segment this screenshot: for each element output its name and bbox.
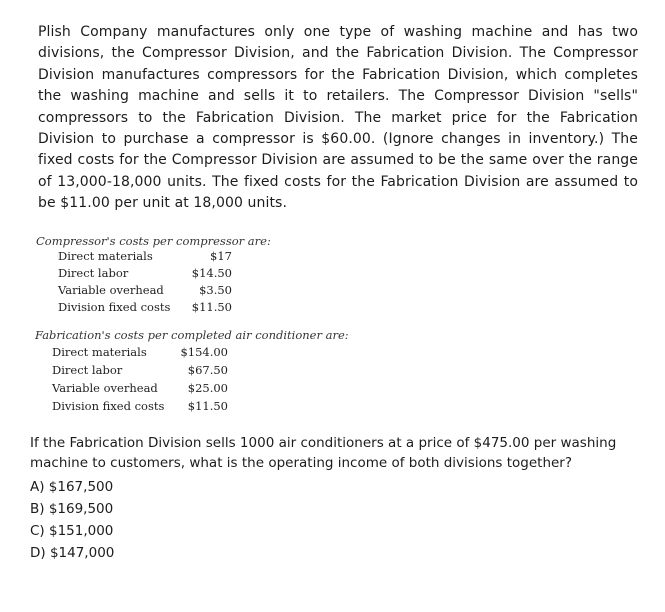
fabrication-cost-row	[52, 363, 228, 379]
fabrication-costs-heading: Fabrication's costs per completed air conditioner are:	[35, 328, 349, 342]
cost-label: Division fixed costs	[52, 399, 165, 413]
cost-label: Direct materials	[58, 249, 153, 263]
answer-option-c[interactable]: C) $151,000	[30, 523, 114, 539]
compressor-cost-row	[58, 266, 232, 282]
cost-value: $3.50	[199, 283, 232, 297]
cost-value: $11.50	[187, 399, 228, 413]
compressor-cost-row	[58, 249, 232, 265]
cost-value: $11.50	[191, 300, 232, 314]
answer-option-a[interactable]: A) $167,500	[30, 479, 114, 495]
cost-value: $25.00	[187, 381, 228, 395]
fabrication-cost-row	[52, 345, 228, 361]
fabrication-cost-row	[52, 399, 228, 415]
answer-option-b[interactable]: B) $169,500	[30, 501, 114, 517]
cost-value: $14.50	[191, 266, 232, 280]
cost-label: Direct labor	[52, 363, 123, 377]
problem-description: Plish Company manufactures only one type of washing machine and has two divisions, the Compressor Division, and the Fabrication Division. The Compressor Division manufactures compressors for the Fabrication Division, which completes the washing machine and sells it to retailers. The Compressor Division "sells" compressors to the Fabrication Division. The market price for the Fabrication Division to purchase a compressor is $60.00. (Ignore changes in inventory.) The fixed costs for the Compressor Division are assumed to be the same over the range of 13,000-18,000 units. The fixed costs for the Fabrication Division are assumed to be $11.00 per unit at 18,000 units.	[38, 24, 638, 212]
fabrication-cost-row	[52, 381, 228, 397]
question-text: If the Fabrication Division sells 1000 air conditioners at a price of $475.00 per washing machine to customers, what is the operating income of both divisions together?	[30, 435, 617, 471]
answer-option-d[interactable]: D) $147,000	[30, 545, 115, 561]
cost-value: $17	[210, 249, 232, 263]
cost-value: $67.50	[187, 363, 228, 377]
cost-label: Division fixed costs	[58, 300, 171, 314]
compressor-cost-row	[58, 300, 232, 316]
compressor-cost-row	[58, 283, 232, 299]
cost-label: Variable overhead	[52, 381, 158, 395]
cost-label: Direct materials	[52, 345, 147, 359]
cost-label: Direct labor	[58, 266, 129, 280]
compressor-costs-heading: Compressor's costs per compressor are:	[36, 234, 271, 248]
cost-label: Variable overhead	[58, 283, 164, 297]
cost-value: $154.00	[180, 345, 228, 359]
